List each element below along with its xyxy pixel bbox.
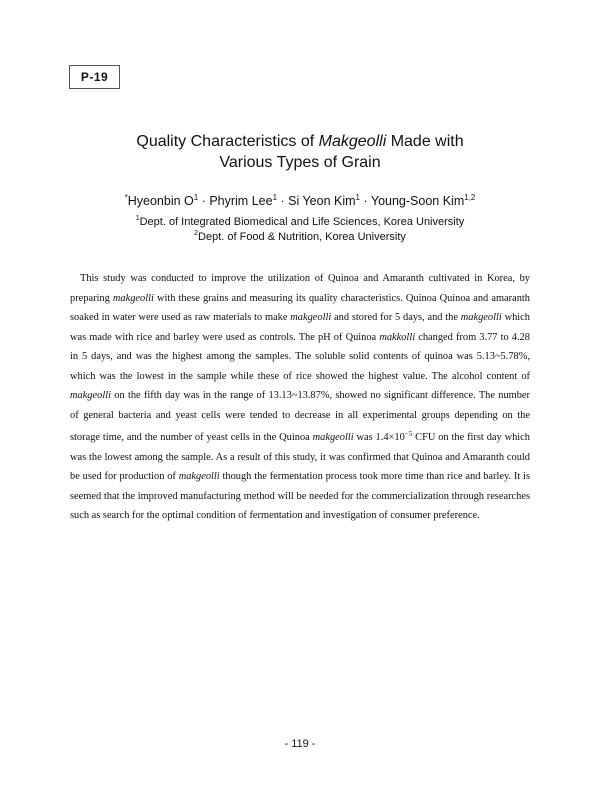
- title-text: Made with: [386, 133, 464, 150]
- affiliation-text: Dept. of Integrated Biomedical and Life Sciences, Korea University: [139, 216, 465, 228]
- title-text: Quality Characteristics of: [136, 133, 319, 150]
- title-line-2: Various Types of Grain: [219, 154, 381, 171]
- poster-number-badge: P-19: [69, 65, 120, 89]
- abstract-text: was 1.4×10: [353, 432, 405, 443]
- abstract-body: [70, 269, 530, 526]
- abstract-italic-term: makgeolli: [70, 390, 111, 401]
- abstract-italic-term: makkolli: [379, 331, 416, 343]
- abstract-text: with these grains and measuring its quality characteristics. Quinoa Quinoa and amaranth soaked in water were used as raw materials to make: [70, 292, 530, 323]
- author-separator: ·: [198, 194, 210, 208]
- title-italic-term: Makgeolli: [318, 133, 387, 150]
- author-separator: ·: [277, 194, 289, 208]
- title-line-1: [60, 131, 540, 152]
- abstract-italic-term: makgeolli: [460, 312, 502, 323]
- abstract-italic-term: makgeolli: [112, 292, 154, 304]
- author-affiliation-mark: 1: [193, 193, 199, 202]
- author-separator: ·: [360, 194, 371, 208]
- abstract-text: which was made with rice and barley were used as controls. The pH of Quinoa: [70, 312, 530, 343]
- abstract-italic-term: makgeolli: [178, 471, 220, 482]
- abstract-text: This study was conducted to improve the utilization of Quinoa and Amaranth cultivated in Korea, by preparing: [70, 273, 530, 304]
- abstract-italic-term: makgeolli: [290, 312, 332, 323]
- abstract-text: CFU on the first day which was the lowest among the sample. As a result of this study, it was confirmed that Quinoa and Amaranth could be used for production of: [70, 432, 530, 482]
- abstract-text: changed from 3.77 to 4.28 in 5 days, and was the highest among the samples. The soluble solid contents of quinoa was 5.13~5.78%, which was the lowest in the sample while these of rice showed the highest value. The alcohol content of: [70, 331, 530, 382]
- affiliation-mark: 2: [194, 230, 199, 237]
- abstract-text: and stored for 5 days, and the: [331, 312, 461, 323]
- abstract-italic-term: makgeolli: [312, 432, 354, 443]
- affiliation-mark: 1: [135, 215, 140, 222]
- author-name: Phyrim Lee: [209, 194, 273, 208]
- author-name: Hyeonbin O: [127, 194, 194, 208]
- author-list: [60, 190, 540, 209]
- affiliation-2: [60, 227, 540, 244]
- abstract-exponent: −5: [404, 430, 413, 438]
- author-affiliation-mark: 1: [355, 193, 360, 202]
- paper-title: [60, 131, 540, 173]
- author-affiliation-mark: 1: [272, 193, 278, 202]
- corresponding-author-mark: *: [124, 193, 128, 202]
- abstract-text: though the fermentation process took more time than rice and barley. It is seemed that the improved manufacturing method will be needed for the commercialization through researches such as search for the optimal condition of fermentation and investigation of consumer preference.: [70, 471, 530, 521]
- author-name: Young-Soon Kim: [370, 194, 465, 208]
- author-name: Si Yeon Kim: [288, 194, 356, 208]
- author-affiliation-mark: 1,2: [464, 193, 476, 202]
- abstract-text: on the fifth day was in the range of 13.13~13.87%, showed no significant difference. The number of general bacteria and yeast cells were tended to decrease in all experimental groups depending on the storage time, and the number of yeast cells in the Quinoa: [70, 390, 530, 443]
- page-number: - 119 -: [284, 738, 316, 750]
- affiliation-text: Dept. of Food & Nutrition, Korea University: [198, 231, 406, 243]
